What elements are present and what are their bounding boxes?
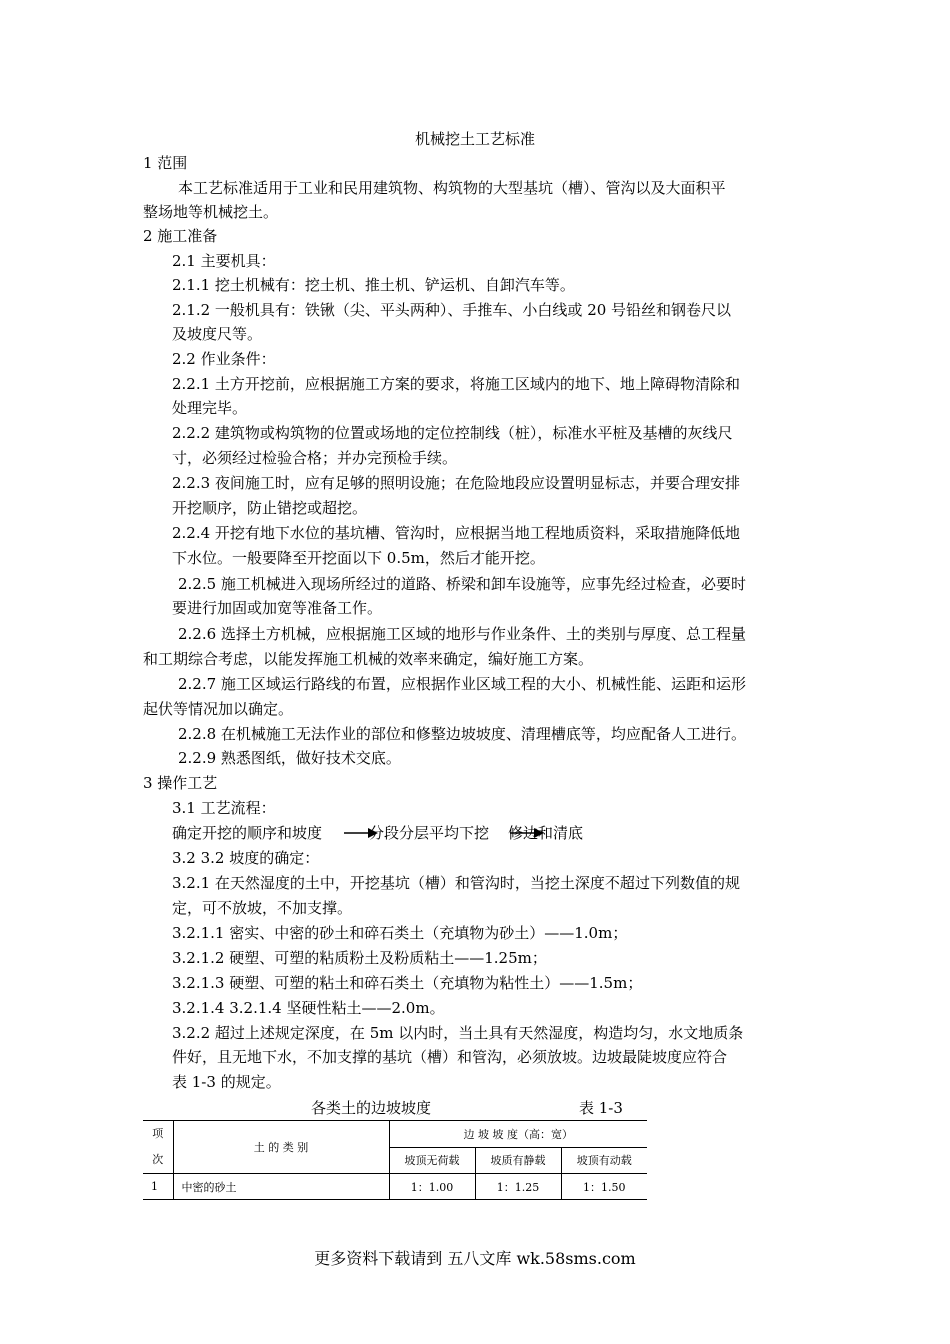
header-index (143, 1121, 173, 1174)
paragraph-line: 整场地等机械挖土。 (143, 203, 279, 221)
paragraph-line: 定，可不放坡，不加支撑。 (172, 899, 353, 917)
process-flow (172, 821, 632, 846)
paragraph-line: 2.1 主要机具： (172, 252, 276, 270)
row-static-load: 1：1.25 (475, 1174, 561, 1200)
paragraph-line: 下水位。一般要降至开挖面以下 0.5m，然后才能开挖。 (172, 549, 545, 567)
paragraph-line: 2.2 作业条件： (172, 350, 276, 368)
header-static-load: 坡质有静载 (475, 1147, 561, 1174)
table-number: 表 1-3 (579, 1099, 623, 1117)
row-soil-type: 中密的砂土 (173, 1174, 389, 1200)
paragraph-line: 3.2 3.2 坡度的确定： (172, 849, 320, 867)
paragraph-line: 2.2.9 熟悉图纸，做好技术交底。 (178, 749, 401, 767)
table-title: 各类土的边坡坡度 (311, 1099, 432, 1117)
paragraph-line: 3.2.2 超过上述规定深度，在 5m 以内时，当土具有天然湿度，构造均匀，水文地质条 (172, 1024, 744, 1042)
paragraph-line: 2.2.3 夜间施工时，应有足够的照明设施；在危险地段应设置明显标志，并要合理安排 (172, 474, 740, 492)
row-dynamic-load: 1：1.50 (561, 1174, 647, 1200)
paragraph-line: 寸，必须经过检验合格；并办完预检手续。 (172, 449, 458, 467)
slope-table (143, 1120, 647, 1200)
section-2-heading: 2 施工准备 (143, 227, 218, 245)
row-no-load: 1：1.00 (389, 1174, 475, 1200)
paragraph-line: 本工艺标准适用于工业和民用建筑物、构筑物的大型基坑（槽）、管沟以及大面积平 (178, 179, 726, 197)
paragraph-line: 2.2.2 建筑物或构筑物的位置或场地的定位控制线（桩），标准水平桩及基槽的灰线尺 (172, 424, 733, 442)
header-dynamic-load: 坡顶有动载 (561, 1147, 647, 1174)
paragraph-line: 要进行加固或加宽等准备工作。 (172, 599, 383, 617)
table-row (143, 1174, 647, 1200)
paragraph-line: 表 1-3 的规定。 (172, 1073, 281, 1091)
flow-step-1: 确定开挖的顺序和坡度 (172, 824, 323, 842)
header-soil-type: 土 的 类 别 (173, 1121, 389, 1174)
paragraph-line: 2.1.1 挖土机械有：挖土机、推土机、铲运机、自卸汽车等。 (172, 276, 575, 294)
paragraph-line: 开挖顺序，防止错挖或超挖。 (172, 499, 368, 517)
paragraph-line: 和工期综合考虑，以能发挥施工机械的效率来确定，编好施工方案。 (143, 650, 594, 668)
section-3-heading: 3 操作工艺 (143, 774, 218, 792)
header-index-line-2: 次 (152, 1153, 164, 1166)
header-index-line-1: 项 (152, 1127, 164, 1140)
paragraph-line: 件好，且无地下水，不加支撑的基坑（槽）和管沟，必须放坡。边坡最陡坡度应符合 (172, 1048, 728, 1066)
paragraph-line: 2.2.1 土方开挖前，应根据施工方案的要求，将施工区域内的地下、地上障碍物清除和 (172, 375, 740, 393)
paragraph-line: 2.2.5 施工机械进入现场所经过的道路、桥梁和卸车设施等，应事先经过检查，必要时 (178, 575, 746, 593)
paragraph-line: 2.2.4 开挖有地下水位的基坑槽、管沟时，应根据当地工程地质资料，采取措施降低地 (172, 524, 740, 542)
paragraph-line: 3.2.1.3 硬塑、可塑的粘土和碎石类土（充填物为粘性土）——1.5m； (172, 974, 643, 992)
paragraph-line: 起伏等情况加以确定。 (143, 700, 294, 718)
paragraph-line: 2.2.8 在机械施工无法作业的部位和修整边坡坡度、清理槽底等，均应配备人工进行。 (178, 725, 746, 743)
header-no-load: 坡顶无荷载 (389, 1147, 475, 1174)
document-title: 机械挖土工艺标准 (414, 130, 535, 148)
row-index: 1 (143, 1174, 173, 1200)
footer-link-text: 更多资料下载请到 五八文库 wk.58sms.com (314, 1249, 636, 1268)
section-1-heading: 1 范围 (143, 154, 188, 172)
paragraph-line: 3.2.1 在天然湿度的土中，开挖基坑（槽）和管沟时，当挖土深度不超过下列数值的规 (172, 874, 740, 892)
header-slope: 边 坡 坡 度（高：宽） (389, 1121, 647, 1148)
paragraph-line: 3.2.1.2 硬塑、可塑的粘质粉土及粉质粘土——1.25m； (172, 949, 547, 967)
paragraph-line: 3.2.1.1 密实、中密的砂土和碎石类土（充填物为砂土）——1.0m； (172, 924, 628, 942)
paragraph-line: 2.2.7 施工区域运行路线的布置，应根据作业区域工程的大小、机械性能、运距和运形 (178, 675, 746, 693)
paragraph-line: 及坡度尺等。 (172, 325, 263, 343)
paragraph-line: 3.1 工艺流程： (172, 799, 276, 817)
paragraph-line: 2.1.2 一般机具有：铁锹（尖、平头两种）、手推车、小白线或 20 号铅丝和钢卷尺以 (172, 301, 732, 319)
table-caption (143, 1096, 648, 1121)
paragraph-line: 2.2.6 选择土方机械，应根据施工区域的地形与作业条件、土的类别与厚度、总工程量 (178, 625, 746, 643)
flow-step-3: 修边和清底 (508, 824, 584, 842)
flow-step-2: 分段分层平均下挖 (369, 824, 490, 842)
paragraph-line: 处理完毕。 (172, 399, 248, 417)
paragraph-line: 3.2.1.4 3.2.1.4 坚硬性粘土——2.0m。 (172, 999, 445, 1017)
